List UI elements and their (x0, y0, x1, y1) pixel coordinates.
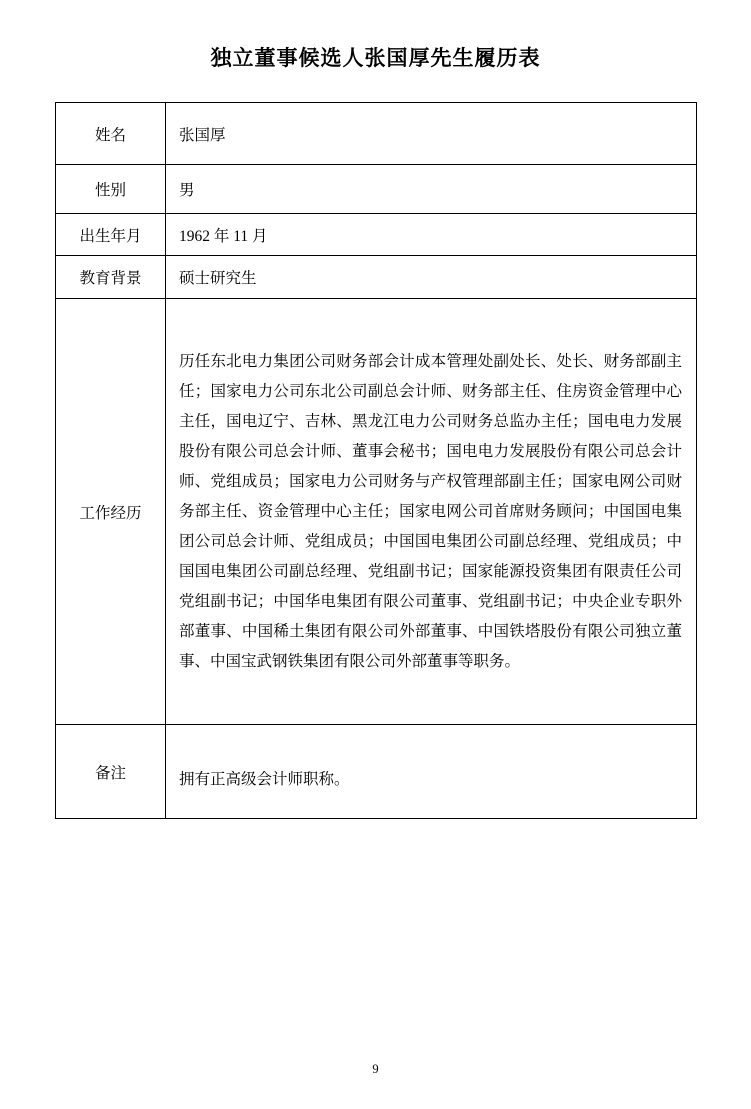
page-title: 独立董事候选人张国厚先生履历表 (210, 46, 541, 70)
table-row (56, 103, 697, 165)
row-label-education: 教育背景 (56, 256, 166, 299)
table-row (56, 299, 697, 725)
row-value-gender: 男 (166, 165, 697, 214)
row-value-remarks: 拥有正高级会计师职称。 (166, 725, 697, 819)
table-row (56, 256, 697, 299)
row-label-gender: 性别 (56, 165, 166, 214)
row-value-education: 硕士研究生 (166, 256, 697, 299)
resume-table (55, 102, 697, 819)
row-value-name: 张国厚 (166, 103, 697, 165)
row-value-work-experience: 历任东北电力集团公司财务部会计成本管理处副处长、处长、财务部副主任；国家电力公司东北公司副总会计师、财务部主任、住房资金管理中心主任，国电辽宁、吉林、黑龙江电力公司财务总监办主任；国电电力发展股份有限公司总会计师、董事会秘书；国电电力发展股份有限公司总会计师、党组成员；国家电力公司财务与产权管理部副主任；国家电网公司财务部主任、资金管理中心主任；国家电网公司首席财务顾问；中国国电集团公司总会计师、党组成员；中国国电集团公司副总经理、党组成员；中国国电集团公司副总经理、党组副书记；国家能源投资集团有限责任公司党组副书记；中国华电集团有限公司董事、党组副书记；中央企业专职外部董事、中国稀土集团有限公司外部董事、中国铁塔股份有限公司独立董事、中国宝武钢铁集团有限公司外部董事等职务。 (166, 299, 697, 725)
page-number: 9 (372, 1062, 379, 1076)
row-value-birthdate: 1962 年 11 月 (166, 214, 697, 256)
table-row (56, 165, 697, 214)
row-label-name: 姓名 (56, 103, 166, 165)
table-row (56, 214, 697, 256)
row-label-remarks: 备注 (56, 725, 166, 819)
row-label-birthdate: 出生年月 (56, 214, 166, 256)
row-label-work-experience: 工作经历 (56, 299, 166, 725)
table-row (56, 725, 697, 819)
